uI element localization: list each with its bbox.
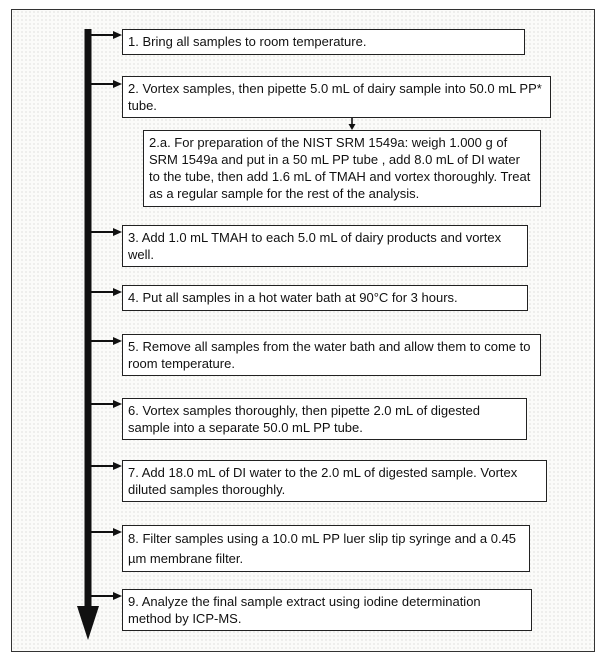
step-1: 1. Bring all samples to room temperature. xyxy=(122,29,525,55)
step-7: 7. Add 18.0 mL of DI water to the 2.0 mL of digested sample. Vortex diluted samples thoroughly. xyxy=(122,460,547,502)
branch-arrow-5 xyxy=(88,337,122,345)
branch-arrow-2 xyxy=(88,80,122,88)
branch-arrow-1 xyxy=(88,31,122,39)
branch-arrow-9 xyxy=(88,592,122,600)
branch-arrow-3 xyxy=(88,228,122,236)
step-2a: 2.a. For preparation of the NIST SRM 1549a: weigh 1.000 g of SRM 1549a and put in a 50 mL PP tube , add 8.0 mL of DI water to the tube, then add 1.6 mL of TMAH and vortex thoroughly. Treat as a regular sample for the rest of the analysis. xyxy=(143,130,541,207)
branch-arrow-4 xyxy=(88,288,122,296)
step-6: 6. Vortex samples thoroughly, then pipette 2.0 mL of digested sample into a separate 50.0 mL PP tube. xyxy=(122,398,527,440)
step-8: 8. Filter samples using a 10.0 mL PP luer slip tip syringe and a 0.45 µm membrane filter. xyxy=(122,525,530,572)
step-3: 3. Add 1.0 mL TMAH to each 5.0 mL of dairy products and vortex well. xyxy=(122,225,528,267)
branch-arrow-6 xyxy=(88,400,122,408)
step-2: 2. Vortex samples, then pipette 5.0 mL of dairy sample into 50.0 mL PP* tube. xyxy=(122,76,551,118)
step-4: 4. Put all samples in a hot water bath at 90°C for 3 hours. xyxy=(122,285,528,311)
main-flow-arrowhead-icon xyxy=(77,606,99,640)
step-5: 5. Remove all samples from the water bath and allow them to come to room temperature. xyxy=(122,334,541,376)
branch-arrow-8 xyxy=(88,528,122,536)
branch-arrow-7 xyxy=(88,462,122,470)
step-9: 9. Analyze the final sample extract using iodine determination method by ICP-MS. xyxy=(122,589,532,631)
substep-down-arrow xyxy=(349,118,356,130)
